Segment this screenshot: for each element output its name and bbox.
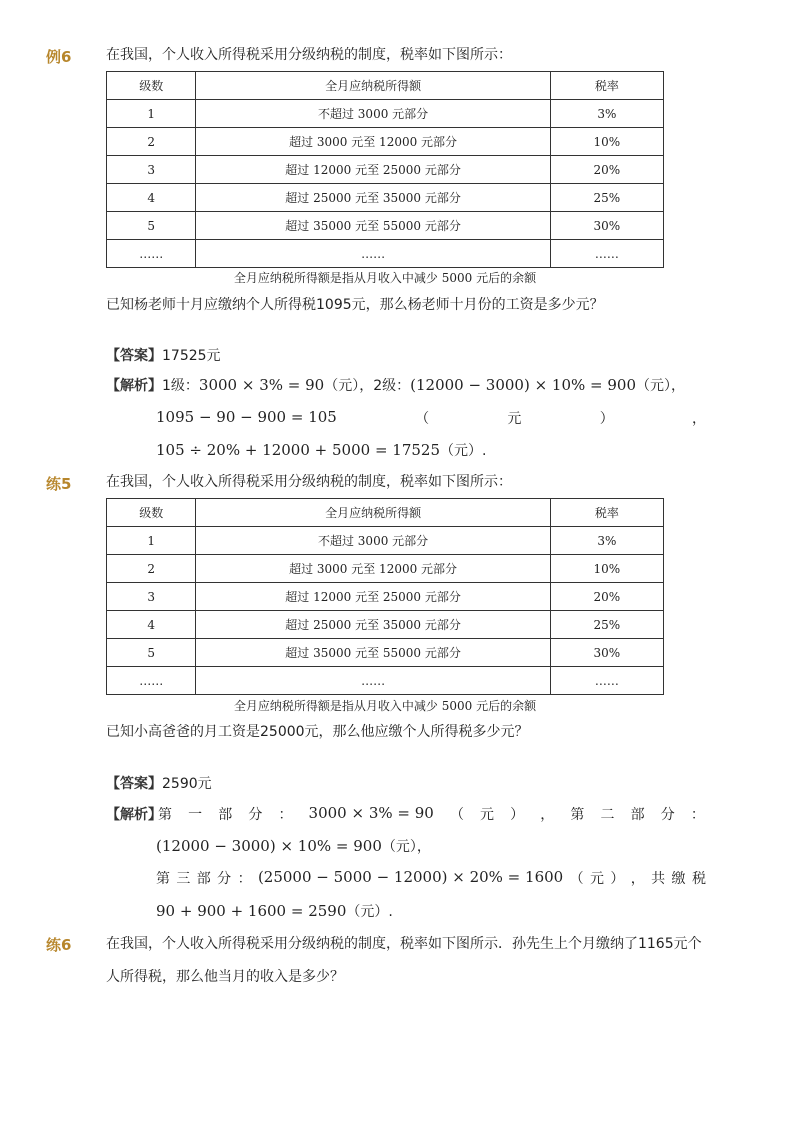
cell-bracket: 超过 12000 元至 25000 元部分: [196, 156, 550, 184]
table-row: [107, 527, 664, 555]
answer-value: 2590元: [162, 776, 212, 792]
word: ：: [278, 807, 293, 823]
analysis-text: （元），2级：: [324, 378, 411, 394]
cell-bracket: 超过 35000 元至 55000 元部分: [196, 212, 550, 240]
cell-bracket: 超过 12000 元至 25000 元部分: [196, 583, 550, 611]
problem2-answer: [106, 773, 212, 793]
word: ）: [610, 871, 625, 887]
word: 分: [660, 807, 675, 823]
cell-rate: 10%: [550, 555, 663, 583]
cell-rate: 25%: [550, 184, 663, 212]
analysis-text: （元）.: [346, 904, 393, 920]
answer-tag: 【答案】: [106, 348, 162, 364]
problem1-question: 已知杨老师十月应缴纳个人所得税1095元，那么杨老师十月份的工资是多少元？: [106, 297, 604, 313]
analysis-text: （元），: [381, 839, 431, 855]
cell-bracket: 超过 3000 元至 12000 元部分: [196, 555, 550, 583]
cell-level: 1: [107, 527, 196, 555]
formula: (25000 − 5000 − 12000) × 20% = 1600: [257, 868, 564, 886]
tax-rate-table-1: [106, 71, 664, 268]
analysis-text: （元）.: [440, 443, 487, 459]
problem1-answer: [106, 345, 221, 365]
answer-value: 17525元: [162, 348, 221, 364]
analysis-tag: 【解析】: [106, 807, 162, 823]
word: ，: [630, 871, 645, 887]
word: 第: [570, 807, 585, 823]
word: ：: [690, 807, 705, 823]
cell-bracket: 超过 35000 元至 55000 元部分: [196, 639, 550, 667]
analysis-text: （元），: [636, 378, 686, 394]
cell-bracket: 超过 3000 元至 12000 元部分: [196, 128, 550, 156]
word: 税: [691, 871, 706, 887]
word: 第: [158, 807, 172, 823]
cell-rate: 20%: [550, 156, 663, 184]
cell-level: 5: [107, 639, 196, 667]
table-row: [107, 128, 664, 156]
formula: 90 + 900 + 1600 = 2590: [156, 902, 347, 920]
header-rate: 税率: [550, 499, 663, 527]
problem2-analysis-line3: [156, 868, 706, 888]
table-row: [107, 100, 664, 128]
header-level: 级数: [107, 72, 196, 100]
paren-open: （: [415, 411, 430, 427]
cell-rate: 10%: [550, 128, 663, 156]
cell-bracket: ……: [196, 240, 550, 268]
cell-level: 2: [107, 555, 196, 583]
unit: 元: [507, 411, 522, 427]
table-note: 全月应纳税所得额是指从月收入中减少 5000 元后的余额: [233, 271, 537, 285]
header-income-bracket: 全月应纳税所得额: [196, 72, 550, 100]
word: （: [449, 807, 464, 823]
cell-level: 2: [107, 128, 196, 156]
cell-rate: 3%: [550, 527, 663, 555]
problem1-analysis-line1: [106, 375, 685, 395]
answer-tag: 【答案】: [106, 776, 162, 792]
cell-bracket: ……: [196, 667, 550, 695]
cell-rate: 25%: [550, 611, 663, 639]
table-row: [107, 611, 664, 639]
word: 部: [196, 871, 211, 887]
header-level: 级数: [107, 499, 196, 527]
formula: 3000 × 3% = 90: [308, 804, 434, 822]
label-practice6: 练6: [46, 936, 72, 954]
word: （: [569, 871, 584, 887]
word: ：: [237, 871, 252, 887]
cell-rate: 20%: [550, 583, 663, 611]
header-rate: 税率: [550, 72, 663, 100]
cell-level: 1: [107, 100, 196, 128]
word: 三: [176, 871, 191, 887]
word: 缴: [671, 871, 686, 887]
tax-rate-table-2: [106, 498, 664, 695]
problem2-analysis-line4: [156, 901, 393, 921]
cell-bracket: 不超过 3000 元部分: [196, 100, 550, 128]
word: 元: [480, 807, 495, 823]
cell-level: 3: [107, 583, 196, 611]
problem1-stem: 在我国，个人收入所得税采用分级纳税的制度，税率如下图所示：: [106, 47, 512, 63]
problem2-analysis-line1: [158, 804, 705, 824]
problem1-analysis-line2: [156, 408, 706, 428]
cell-rate: ……: [550, 667, 663, 695]
table-row: [107, 212, 664, 240]
cell-level: 4: [107, 611, 196, 639]
cell-rate: 3%: [550, 100, 663, 128]
cell-bracket: 超过 25000 元至 35000 元部分: [196, 611, 550, 639]
cell-rate: 30%: [550, 212, 663, 240]
table-header-row: [107, 72, 664, 100]
paren-close: ）: [599, 411, 614, 427]
problem3-stem-line1: 在我国，个人收入所得税采用分级纳税的制度，税率如下图所示．孙先生上个月缴纳了1165元个: [106, 936, 702, 952]
word: 部: [218, 807, 233, 823]
table-row: [107, 156, 664, 184]
formula: 105 ÷ 20% + 12000 + 5000 = 17525: [156, 441, 440, 459]
formula: 1095 − 90 − 900 = 105: [156, 408, 337, 426]
problem2-analysis-line2: [156, 836, 431, 856]
analysis-tag: 【解析】: [106, 378, 162, 394]
formula: (12000 − 3000) × 10% = 900: [410, 376, 637, 394]
formula: (12000 − 3000) × 10% = 900: [156, 837, 382, 855]
word: ，: [540, 807, 555, 823]
word: 分: [248, 807, 263, 823]
label-practice5: 练5: [46, 475, 72, 493]
label-example6: 例6: [46, 48, 72, 66]
cell-level: 5: [107, 212, 196, 240]
word: 第: [156, 871, 170, 887]
table-row: [107, 240, 664, 268]
header-income-bracket: 全月应纳税所得额: [196, 499, 550, 527]
problem3-stem-line2: 人所得税，那么他当月的收入是多少？: [106, 969, 344, 985]
problem2-analysis-tag: [106, 804, 162, 824]
table-note: 全月应纳税所得额是指从月收入中减少 5000 元后的余额: [233, 699, 537, 713]
word: 部: [630, 807, 645, 823]
cell-bracket: 超过 25000 元至 35000 元部分: [196, 184, 550, 212]
cell-level: ……: [107, 240, 196, 268]
table-row: [107, 583, 664, 611]
analysis-text: 1级：: [162, 378, 199, 394]
cell-bracket: 不超过 3000 元部分: [196, 527, 550, 555]
cell-level: 3: [107, 156, 196, 184]
table-row: [107, 555, 664, 583]
table-header-row: [107, 499, 664, 527]
word: 一: [188, 807, 203, 823]
problem1-analysis-line3: [156, 440, 486, 460]
word: 分: [217, 871, 232, 887]
cell-level: 4: [107, 184, 196, 212]
word: 元: [589, 871, 604, 887]
word: 二: [600, 807, 615, 823]
problem2-question: 已知小高爸爸的月工资是25000元，那么他应缴个人所得税多少元？: [106, 724, 529, 740]
problem2-stem: 在我国，个人收入所得税采用分级纳税的制度，税率如下图所示：: [106, 474, 512, 490]
word: ）: [510, 807, 525, 823]
word: 共: [651, 871, 666, 887]
table-row: [107, 667, 664, 695]
cell-rate: 30%: [550, 639, 663, 667]
table-row: [107, 639, 664, 667]
cell-rate: ……: [550, 240, 663, 268]
comma: ，: [691, 411, 706, 427]
table-row: [107, 184, 664, 212]
cell-level: ……: [107, 667, 196, 695]
formula: 3000 × 3% = 90: [198, 376, 325, 394]
